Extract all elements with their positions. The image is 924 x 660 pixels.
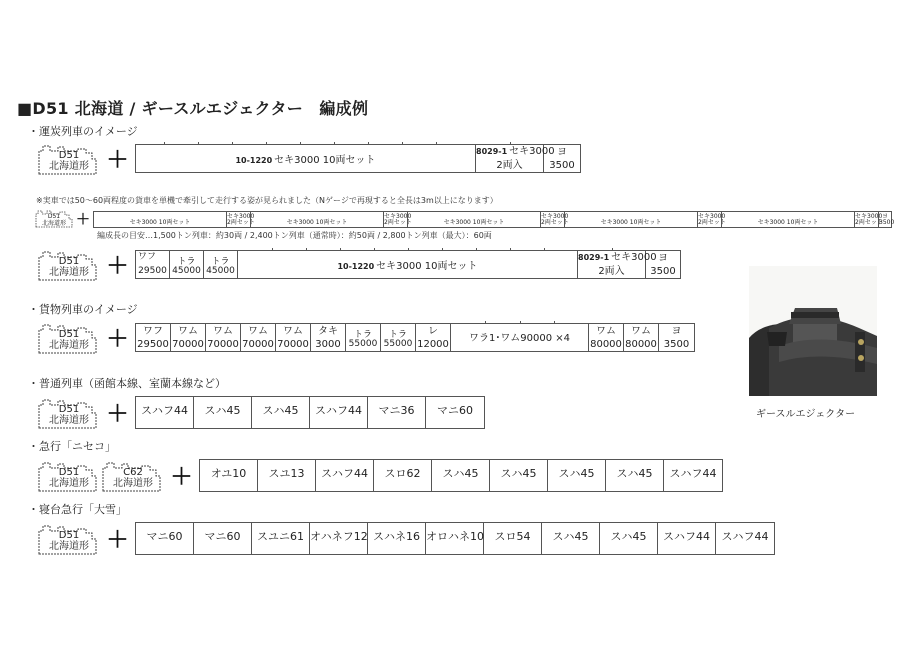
note-bottom: 編成長の目安…1,500トン列車：約30両 / 2,400トン列車（通常時）：約50両 / 2,800トン列車（最大）：60両 — [97, 231, 492, 240]
yo3500-car: ヨ 3500 — [663, 326, 690, 350]
tora55000-car-1: トラ 55000 — [346, 324, 381, 351]
set-code: 10-1220 — [235, 156, 273, 165]
d51-loco-icon: D51 北海道形 — [38, 525, 100, 553]
car-taisetsu-6: オロハネ10 — [426, 523, 484, 554]
car-niseko-7: スハ45 — [548, 460, 606, 491]
c62-loco-icon: C62 北海道形 — [102, 462, 164, 490]
taisetsu-train-cars — [135, 522, 775, 555]
wafu29500-car: ワフ 29500 — [136, 251, 170, 278]
d51-loco-small-icon: D51 北海道形 — [35, 210, 73, 228]
giesl-ejector-photo — [749, 266, 877, 396]
coal-train2-cars — [135, 250, 681, 279]
wamu80000-car-1: ワム 80000 — [589, 324, 624, 351]
pair-block-4: セキ3000 2両セット — [698, 212, 726, 226]
niseko-train-cars — [199, 459, 723, 492]
photo-caption: ギースルエジェクター — [756, 409, 856, 420]
car-niseko-2: スユ13 — [258, 460, 316, 491]
wamu70000-car-4: ワム 70000 — [276, 324, 311, 351]
car-local-4: スハフ44 — [310, 397, 368, 428]
d51-loco-icon: D51 北海道形 — [38, 399, 100, 427]
taisetsu-train-row — [38, 522, 775, 555]
freight-train-cars — [135, 323, 695, 352]
plus-icon: ＋ — [106, 402, 129, 427]
tora45000-car-1: トラ 45000 — [170, 251, 204, 278]
wamu70000-car-1: ワム 70000 — [171, 324, 206, 351]
long-train-row — [35, 209, 895, 229]
car-niseko-8: スハ45 — [606, 460, 664, 491]
section-label-taisetsu: ・寝台急行「大雪」 — [28, 503, 127, 516]
car-local-2: スハ45 — [194, 397, 252, 428]
wamu70000-car-3: ワム 70000 — [241, 324, 276, 351]
car-niseko-5: スハ45 — [432, 460, 490, 491]
car-local-3: スハ45 — [252, 397, 310, 428]
d51-loco-icon: D51 北海道形 — [38, 145, 100, 173]
pair-block-2: セキ3000 2両セット — [384, 212, 412, 226]
car-taisetsu-7: スロ54 — [484, 523, 542, 554]
car-taisetsu-3: スユニ61 — [252, 523, 310, 554]
set-block-3: セキ3000 10両セット — [408, 212, 541, 227]
d51-loco-icon: D51 北海道形 — [38, 462, 100, 490]
note-top: ※実車では50～60両程度の貨車を単機で牽引して走行する姿が見られました（Nゲージで再現すると全長は3m以上になります） — [36, 196, 498, 205]
car-taisetsu-1: マニ60 — [136, 523, 194, 554]
local-train-row — [38, 396, 485, 429]
section-label-local: ・普通列車（函館本線、室蘭本線など） — [28, 377, 226, 390]
page-title: ■D51 北海道 / ギースルエジェクター 編成例 — [17, 99, 369, 118]
pair-block-3: セキ3000 2両セット — [541, 212, 569, 226]
plus-icon: ＋ — [106, 327, 129, 352]
set-name: セキ3000 10両セット — [274, 155, 376, 166]
car-niseko-3: スハフ44 — [316, 460, 374, 491]
car-taisetsu-2: マニ60 — [194, 523, 252, 554]
re12000-car: レ 12000 — [416, 324, 451, 351]
seki3000-set-car: 10-1220 セキ3000 10両セット — [238, 251, 578, 278]
car-taisetsu-8: スハ45 — [542, 523, 600, 554]
coal-train-cars — [135, 144, 581, 173]
wamu80000-car-2: ワム 80000 — [624, 324, 659, 351]
car-taisetsu-11: スハフ44 — [721, 530, 769, 543]
plus-small-icon: ＋ — [76, 212, 90, 228]
wamu70000-car-2: ワム 70000 — [206, 324, 241, 351]
seki3000-set-car — [136, 145, 476, 172]
set-block-5: セキ3000 10両セット — [722, 212, 855, 227]
plus-icon: ＋ — [170, 465, 193, 490]
car-niseko-9: スハフ44 — [669, 467, 717, 480]
coal-train-row — [38, 143, 581, 174]
tora55000-car-2: トラ 55000 — [381, 324, 416, 351]
section-label-freight: ・貨物列車のイメージ — [28, 303, 138, 316]
set-block-2: セキ3000 10両セット — [251, 212, 384, 227]
tora45000-car-2: トラ 45000 — [204, 251, 238, 278]
seki3000-add-car: 8029-1 セキ3000 2両入 — [476, 145, 544, 172]
car-taisetsu-9: スハ45 — [600, 523, 658, 554]
coal-train2-row — [38, 249, 681, 280]
yo3500-car: ヨ 3500 — [549, 147, 575, 171]
car-local-1: スハフ44 — [136, 397, 194, 428]
taki3000-car: タキ 3000 — [311, 324, 346, 351]
niseko-train-row — [38, 459, 723, 492]
car-niseko-4: スロ62 — [374, 460, 432, 491]
car-local-5: マニ36 — [368, 397, 426, 428]
car-taisetsu-10: スハフ44 — [658, 523, 716, 554]
yo3500-car: ヨ 3500 — [650, 253, 676, 277]
set-block-4: セキ3000 10両セット — [565, 212, 698, 227]
seki3000-add-car: 8029-1 セキ3000 2両入 — [578, 251, 646, 278]
car-taisetsu-4: オハネフ12 — [310, 523, 368, 554]
d51-loco-icon: D51 北海道形 — [38, 324, 100, 352]
plus-icon: ＋ — [106, 528, 129, 553]
pair-block-1: セキ3000 2両セット — [227, 212, 255, 226]
yo-block: ヨ 3500 — [879, 212, 895, 226]
car-niseko-1: オユ10 — [200, 460, 258, 491]
d51-loco-icon: D51 北海道形 — [38, 251, 100, 279]
section-label-coal: ・運炭列車のイメージ — [28, 125, 138, 138]
car-local-6: マニ60 — [437, 404, 473, 417]
car-niseko-6: スハ45 — [490, 460, 548, 491]
wara1-wamu90000-cars: ワラ1･ワム90000 ×4 — [451, 324, 589, 351]
wafu29500-car: ワフ 29500 — [136, 324, 171, 351]
plus-icon: ＋ — [106, 148, 129, 173]
pair-block-5: セキ3000 2両セット — [855, 212, 883, 226]
freight-train-row — [38, 322, 695, 353]
set-block-1: セキ3000 10両セット — [94, 212, 227, 227]
local-train-cars — [135, 396, 485, 429]
section-label-niseko: ・急行「ニセコ」 — [28, 440, 116, 453]
car-taisetsu-5: スハネ16 — [368, 523, 426, 554]
plus-icon: ＋ — [106, 254, 129, 279]
long-train-cars — [93, 211, 895, 228]
